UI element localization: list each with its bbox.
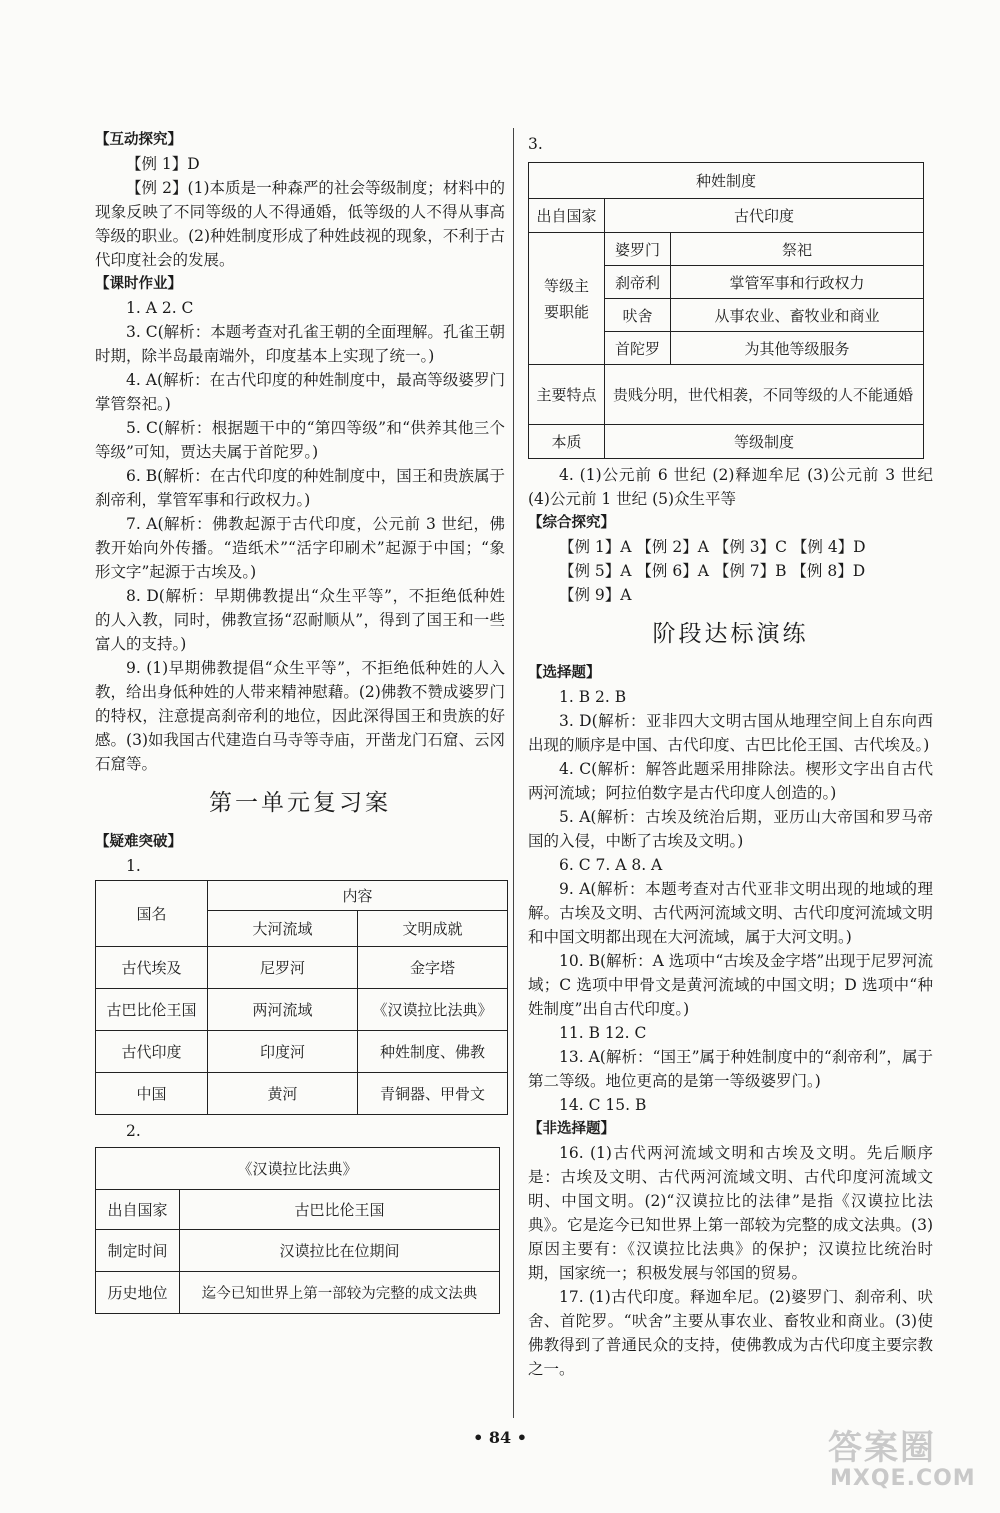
watermark-url: MXQE.COM [830,1466,976,1491]
header-content: 内容 [208,881,508,911]
caste-name: 刹帝利 [605,266,671,299]
cell-achievement: 《汉谟拉比法典》 [358,989,508,1031]
answer-16: 16. (1)古代两河流域文明和古埃及文明。先后顺序是：古埃及文明、古代两河流域文明、古代印度河流域文明、中国文明。(2)“汉谟拉比的法律”是指《汉谟拉比法典》。它是迄今已知世界上第一部较为完整的成文法典。(3)原因主要有：《汉谟拉比法典》的保护；汉谟拉比统治时期，国家统一；积极发展与邻国的贸易。 [528,1144,933,1282]
choice-3: 3. D(解析：亚非四大文明古国从地理空间上自东向西出现的顺序是中国、古代印度、古巴比伦王国、古代埃及。) [528,712,933,754]
feature-value: 贵贱分明，世代相袭，不同等级的人不能通婚 [605,365,924,425]
table-row [96,1031,508,1073]
answer-7: 7. A(解析：佛教起源于古代印度，公元前 3 世纪，佛教开始向外传播。“造纸术”“活字印刷术”起源于中国；“象形文字”起源于古埃及。) [95,515,505,581]
cell-river: 尼罗河 [208,947,358,989]
column-divider [513,128,514,1418]
answer-example-1: 【例 1】D [126,155,200,173]
right-column [528,132,933,1381]
cell-achievement: 种姓制度、佛教 [358,1031,508,1073]
hammurabi-table [95,1147,500,1314]
cell-river: 黄河 [208,1073,358,1115]
cell-country: 古代印度 [96,1031,208,1073]
question-3-number: 3. [528,135,543,153]
choice-9: 9. A(解析：本题考查对古代亚非文明出现的地域的理解。古埃及文明、古代两河流域文明、古代印度河流域文明和中国文明都出现在大河流域，属于大河文明。) [528,880,933,946]
choice-6-8: 6. C 7. A 8. A [559,856,663,874]
answer-1-2: 1. A 2. C [126,299,194,317]
section-heading-homework: 【课时作业】 [95,276,182,292]
choice-11-12: 11. B 12. C [559,1024,647,1042]
header-achievement: 文明成就 [358,911,508,947]
essence-value: 等级制度 [605,425,924,459]
answer-4-timeline: 4. (1)公元前 6 世纪 (2)释迦牟尼 (3)公元前 3 世纪 (4)公元前 1 世纪 (5)众生平等 [528,466,933,508]
table-title: 种姓制度 [529,163,924,199]
row-value: 汉谟拉比在位期间 [180,1230,500,1272]
cell-river: 印度河 [208,1031,358,1073]
answer-5: 5. C(解析：根据题干中的“第四等级”和“供养其他三个等级”可知，贾达夫属于首陀罗。) [95,419,505,461]
watermark-logo [820,1420,990,1500]
choice-14-15: 14. C 15. B [559,1096,647,1114]
civilizations-table [95,880,508,1115]
caste-duty: 为其他等级服务 [671,332,924,365]
left-column [95,128,505,1314]
table-row [96,1230,500,1272]
examples-row-1: 【例 1】A 【例 2】A 【例 3】C 【例 4】D [559,538,866,556]
row-label: 制定时间 [96,1230,180,1272]
table-row [96,1073,508,1115]
examples-row-3: 【例 9】A [559,586,632,604]
section-heading-interactive: 【互动探究】 [95,132,182,148]
duty-label: 等级主要职能 [529,233,605,365]
header-country: 国名 [96,881,208,947]
answer-3: 3. C(解析：本题考查对孔雀王朝的全面理解。孔雀王朝时期，除半岛最南端外，印度基本上实现了统一。) [95,323,505,365]
row-label: 出自国家 [96,1190,180,1230]
row-value: 古巴比伦王国 [180,1190,500,1230]
caste-name: 首陀罗 [605,332,671,365]
section-heading-choice: 【选择题】 [528,665,601,681]
section-heading-non-choice: 【非选择题】 [528,1121,615,1137]
row-label: 历史地位 [96,1272,180,1314]
answer-4: 4. A(解析：在古代印度的种姓制度中，最高等级婆罗门掌管祭祀。) [95,371,505,413]
caste-name: 吠舍 [605,299,671,332]
choice-1-2: 1. B 2. B [559,688,627,706]
answer-6: 6. B(解析：在古代印度的种姓制度中，国王和贵族属于刹帝利，掌管军事和行政权力。) [95,467,505,509]
examples-row-2: 【例 5】A 【例 6】A 【例 7】B 【例 8】D [559,562,866,580]
table-row [96,1272,500,1314]
feature-label: 主要特点 [529,365,605,425]
cell-achievement: 青铜器、甲骨文 [358,1073,508,1115]
section-heading-comprehensive: 【综合探究】 [528,515,615,531]
choice-5: 5. A(解析：古埃及统治后期，亚历山大帝国和罗马帝国的入侵，中断了古埃及文明。) [528,808,933,850]
section-heading-difficulties: 【疑难突破】 [95,834,182,850]
cell-achievement: 金字塔 [358,947,508,989]
watermark-text: 答案圈 [828,1428,936,1468]
answer-example-2: 【例 2】(1)本质是一种森严的社会等级制度；材料中的现象反映了不同等级的人不得通婚，低等级的人不得从事高等级的职业。(2)种姓制度形成了种姓歧视的现象，不利于古代印度社会的发展。 [95,179,505,269]
page-number: • 84 • [473,1428,527,1447]
caste-duty: 从事农业、畜牧业和商业 [671,299,924,332]
stage-practice-heading: 阶段达标演练 [652,621,809,647]
caste-name: 婆罗门 [605,233,671,266]
caste-duty: 祭祀 [671,233,924,266]
cell-country: 中国 [96,1073,208,1115]
origin-label: 出自国家 [529,199,605,233]
essence-label: 本质 [529,425,605,459]
choice-4: 4. C(解析：解答此题采用排除法。楔形文字出自古代两河流域；阿拉伯数字是古代印度人创造的。) [528,760,933,802]
cell-country: 古巴比伦王国 [96,989,208,1031]
table-row [529,233,924,266]
origin-value: 古代印度 [605,199,924,233]
answer-8: 8. D(解析：早期佛教提出“众生平等”，不拒绝低种姓的人入教，同时，佛教宣扬“忍耐顺从”，得到了国王和一些富人的支持。) [95,587,505,653]
table-row [96,1190,500,1230]
answer-17: 17. (1)古代印度。释迦牟尼。(2)婆罗门、刹帝利、吠舍、首陀罗。“吠舍”主要从事农业、畜牧业和商业。(3)使佛教得到了普通民众的支持，使佛教成为古代印度主要宗教之一。 [528,1288,933,1378]
table-title: 《汉谟拉比法典》 [96,1148,500,1190]
cell-country: 古代埃及 [96,947,208,989]
answer-9: 9. (1)早期佛教提倡“众生平等”，不拒绝低种姓的人入教，给出身低种姓的人带来精神慰藉。(2)佛教不赞成婆罗门的特权，注意提高刹帝利的地位，因此深得国王和贵族的好感。(3)如我国古代建造白马寺等寺庙，开凿龙门石窟、云冈石窟等。 [95,659,505,773]
unit-review-heading: 第一单元复习案 [209,790,391,816]
header-river: 大河流域 [208,911,358,947]
choice-10: 10. B(解析：A 选项中“古埃及金字塔”出现于尼罗河流域；C 选项中甲骨文是黄河流域的中国文明；D 选项中“种姓制度”出自古代印度。) [528,952,933,1018]
choice-13: 13. A(解析：“国王”属于种姓制度中的“刹帝利”，属于第二等级。地位更高的是第一等级婆罗门。) [528,1048,933,1090]
table-row [96,989,508,1031]
cell-river: 两河流域 [208,989,358,1031]
question-1-number: 1. [126,857,141,875]
caste-duty: 掌管军事和行政权力 [671,266,924,299]
row-value: 迄今已知世界上第一部较为完整的成文法典 [180,1272,500,1314]
caste-table [528,162,924,459]
table-row [96,947,508,989]
question-2-number: 2. [126,1122,141,1140]
